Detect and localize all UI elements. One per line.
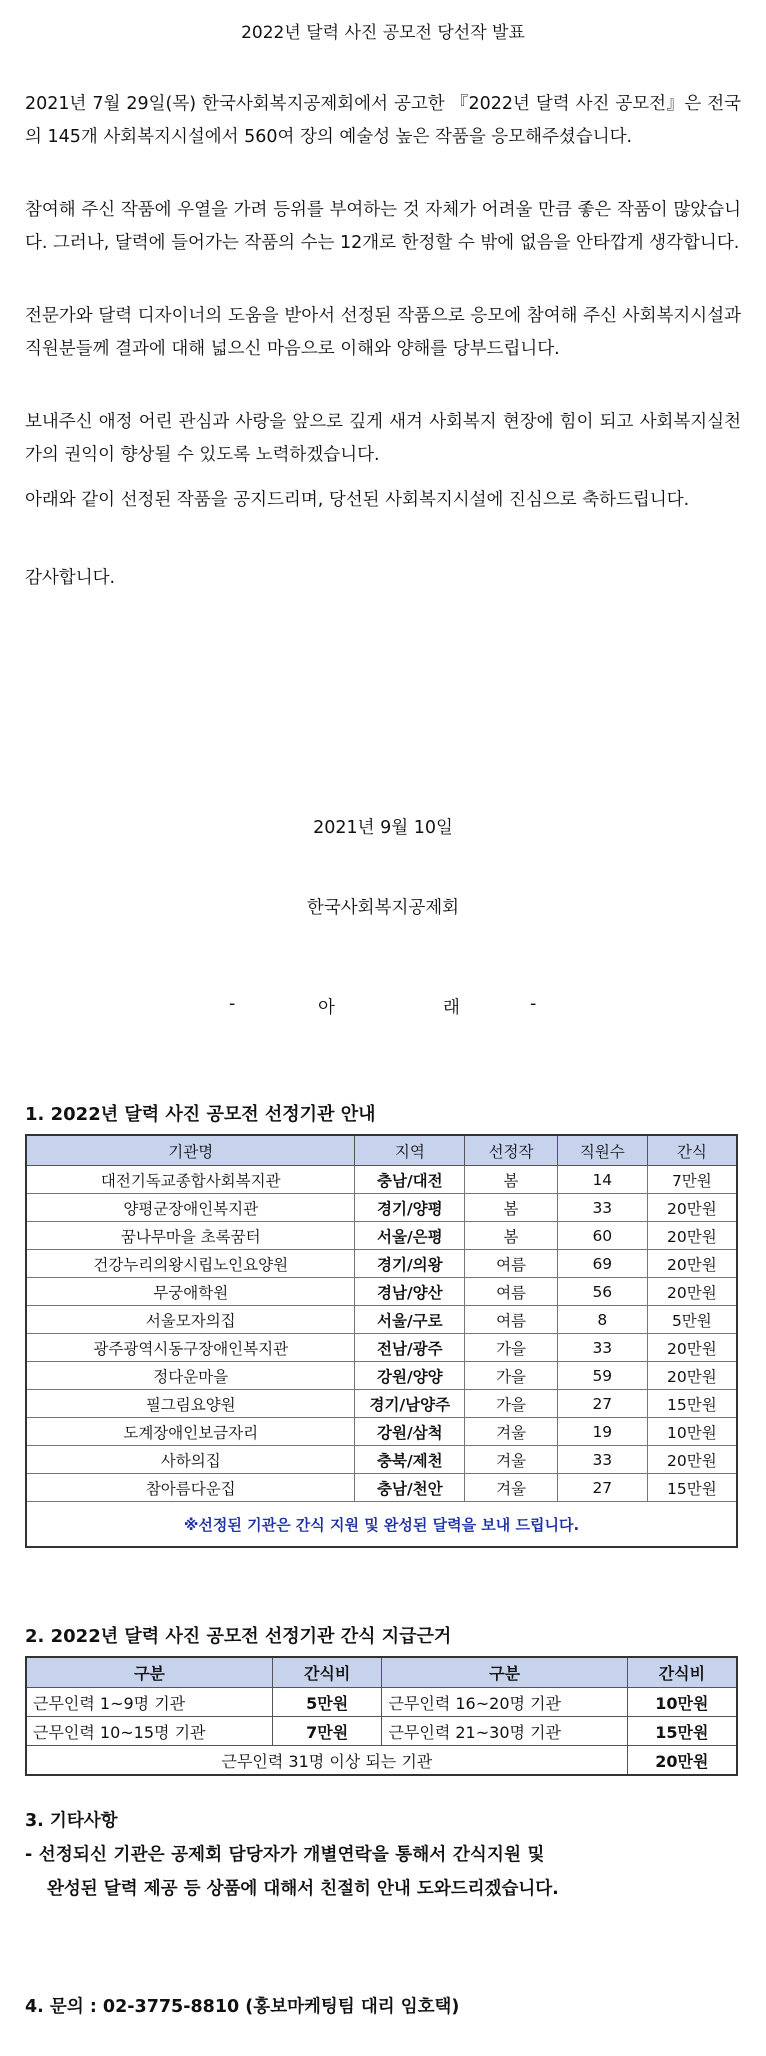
section-3-line-1: - 선정되신 기관은 공제회 담당자가 개별연락을 통해서 간식지원 및 — [25, 1845, 545, 1865]
season-cell: 봄 — [465, 1194, 558, 1222]
table-row — [26, 1390, 737, 1418]
snack-cell: 15만원 — [647, 1474, 737, 1502]
paragraph-5: 아래와 같이 선정된 작품을 공지드리며, 당선된 사회복지시설에 진심으로 축하드립니다. — [25, 490, 690, 510]
institution-cell: 필그림요양원 — [26, 1390, 355, 1418]
table-row — [26, 1278, 737, 1306]
staff-cell: 33 — [557, 1334, 647, 1362]
season-cell: 여름 — [465, 1250, 558, 1278]
snack-cell: 20만원 — [647, 1278, 737, 1306]
basis-header-amount-1: 간식비 — [272, 1657, 382, 1688]
staff-cell: 59 — [557, 1362, 647, 1390]
institution-cell: 무궁애학원 — [26, 1278, 355, 1306]
basis-last-row — [26, 1746, 737, 1776]
basis-amount-cell: 5만원 — [272, 1688, 382, 1717]
region-cell: 충남/대전 — [355, 1166, 465, 1194]
snack-cell: 20만원 — [647, 1446, 737, 1474]
staff-cell: 60 — [557, 1222, 647, 1250]
snack-cell: 20만원 — [647, 1250, 737, 1278]
institution-cell: 광주광역시동구장애인복지관 — [26, 1334, 355, 1362]
staff-cell: 33 — [557, 1446, 647, 1474]
table-row — [26, 1362, 737, 1390]
section-4-contact: 4. 문의 : 02-3775-8810 (홍보마케팅팀 대리 임호택) — [25, 1997, 460, 2017]
basis-category-cell: 근무인력 21~30명 기관 — [382, 1717, 627, 1746]
snack-cell: 20만원 — [647, 1334, 737, 1362]
institution-cell: 서울모자의집 — [26, 1306, 355, 1334]
table-row — [26, 1306, 737, 1334]
institution-cell: 양평군장애인복지관 — [26, 1194, 355, 1222]
season-cell: 가을 — [465, 1334, 558, 1362]
region-cell: 강원/양양 — [355, 1362, 465, 1390]
table-row — [26, 1194, 737, 1222]
arae-dash-left: - — [229, 994, 236, 1014]
institution-cell: 대전기독교종합사회복지관 — [26, 1166, 355, 1194]
season-cell: 겨울 — [465, 1474, 558, 1502]
snack-basis-table — [25, 1656, 738, 1776]
basis-amount-cell: 7만원 — [272, 1717, 382, 1746]
staff-cell: 8 — [557, 1306, 647, 1334]
page-title: 2022년 달력 사진 공모전 당선작 발표 — [241, 23, 525, 43]
region-cell: 경기/의왕 — [355, 1250, 465, 1278]
snack-cell: 7만원 — [647, 1166, 737, 1194]
institution-cell: 사하의집 — [26, 1446, 355, 1474]
institution-cell: 정다운마을 — [26, 1362, 355, 1390]
region-cell: 충남/천안 — [355, 1474, 465, 1502]
snack-cell: 15만원 — [647, 1390, 737, 1418]
arae-dash-right: - — [530, 994, 537, 1014]
staff-cell: 69 — [557, 1250, 647, 1278]
basis-amount-cell: 10만원 — [627, 1688, 737, 1717]
basis-last-label: 근무인력 31명 이상 되는 기관 — [26, 1746, 627, 1776]
region-cell: 경기/남양주 — [355, 1390, 465, 1418]
staff-cell: 14 — [557, 1166, 647, 1194]
table-row — [26, 1222, 737, 1250]
basis-category-cell: 근무인력 10~15명 기관 — [26, 1717, 272, 1746]
season-cell: 여름 — [465, 1306, 558, 1334]
institution-cell: 도계장애인보금자리 — [26, 1418, 355, 1446]
basis-header-category-1: 구분 — [26, 1657, 272, 1688]
basis-amount-cell: 15만원 — [627, 1717, 737, 1746]
table-row — [26, 1334, 737, 1362]
basis-last-amount: 20만원 — [627, 1746, 737, 1776]
season-cell: 봄 — [465, 1166, 558, 1194]
table-row — [26, 1418, 737, 1446]
staff-cell: 33 — [557, 1194, 647, 1222]
paragraph-4: 보내주신 애정 어린 관심과 사랑을 앞으로 깊게 새겨 사회복지 현장에 힘이 되고 사회복지실천가의 권익이 향상될 수 있도록 노력하겠습니다. — [25, 412, 741, 465]
staff-cell: 19 — [557, 1418, 647, 1446]
header-season: 선정작 — [465, 1135, 558, 1166]
paragraph-1: 2021년 7월 29일(목) 한국사회복지공제회에서 공고한 『2022년 달력 사진 공모전』은 전국의 145개 사회복지시설에서 560여 장의 예술성 높은 작품을 응모해주셨습니다. — [25, 94, 741, 147]
announcement-date: 2021년 9월 10일 — [313, 818, 453, 838]
region-cell: 경남/양산 — [355, 1278, 465, 1306]
basis-row — [26, 1688, 737, 1717]
paragraph-6: 감사합니다. — [25, 568, 116, 588]
institution-cell: 건강누리의왕시립노인요양원 — [26, 1250, 355, 1278]
table-row — [26, 1250, 737, 1278]
snack-cell: 20만원 — [647, 1222, 737, 1250]
region-cell: 강원/삼척 — [355, 1418, 465, 1446]
table-row — [26, 1474, 737, 1502]
table-note-row — [26, 1502, 737, 1548]
staff-cell: 27 — [557, 1474, 647, 1502]
section-2-heading: 2. 2022년 달력 사진 공모전 선정기관 간식 지급근거 — [25, 1626, 452, 1647]
section-3-line-2: 완성된 달력 제공 등 상품에 대해서 친절히 안내 도와드리겠습니다. — [47, 1879, 559, 1899]
region-cell: 서울/은평 — [355, 1222, 465, 1250]
season-cell: 겨울 — [465, 1446, 558, 1474]
paragraph-3: 전문가와 달력 디자이너의 도움을 받아서 선정된 작품으로 응모에 참여해 주신 사회복지시설과 직원분들께 결과에 대해 넓으신 마음으로 이해와 양해를 당부드립니다. — [25, 306, 741, 359]
section-3-heading: 3. 기타사항 — [25, 1811, 118, 1831]
arae-char-a: 아 — [318, 998, 335, 1018]
staff-cell: 56 — [557, 1278, 647, 1306]
header-snack: 간식 — [647, 1135, 737, 1166]
table-row — [26, 1166, 737, 1194]
region-cell: 전남/광주 — [355, 1334, 465, 1362]
selected-institutions-table — [25, 1134, 738, 1548]
institution-cell: 꿈나무마을 초록꿈터 — [26, 1222, 355, 1250]
table-note: ※선정된 기관은 간식 지원 및 완성된 달력을 보내 드립니다. — [26, 1502, 737, 1548]
region-cell: 서울/구로 — [355, 1306, 465, 1334]
snack-cell: 5만원 — [647, 1306, 737, 1334]
snack-cell: 20만원 — [647, 1362, 737, 1390]
institution-cell: 참아름다운집 — [26, 1474, 355, 1502]
paragraph-2: 참여해 주신 작품에 우열을 가려 등위를 부여하는 것 자체가 어려울 만큼 좋은 작품이 많았습니다. 그러나, 달력에 들어가는 작품의 수는 12개로 한정할 수 밖에 없음을 안타깝게 생각합니다. — [25, 200, 741, 253]
table-header-row — [26, 1135, 737, 1166]
header-institution: 기관명 — [26, 1135, 355, 1166]
snack-cell: 10만원 — [647, 1418, 737, 1446]
arae-char-rae: 래 — [443, 998, 460, 1018]
section-1-heading: 1. 2022년 달력 사진 공모전 선정기관 안내 — [25, 1104, 376, 1125]
season-cell: 봄 — [465, 1222, 558, 1250]
snack-cell: 20만원 — [647, 1194, 737, 1222]
header-staff: 직원수 — [557, 1135, 647, 1166]
basis-category-cell: 근무인력 1~9명 기관 — [26, 1688, 272, 1717]
staff-cell: 27 — [557, 1390, 647, 1418]
season-cell: 가을 — [465, 1390, 558, 1418]
basis-header-amount-2: 간식비 — [627, 1657, 737, 1688]
basis-header-row — [26, 1657, 737, 1688]
header-region: 지역 — [355, 1135, 465, 1166]
organization-name: 한국사회복지공제회 — [306, 898, 460, 918]
table-row — [26, 1446, 737, 1474]
season-cell: 겨울 — [465, 1418, 558, 1446]
region-cell: 충북/제천 — [355, 1446, 465, 1474]
basis-row — [26, 1717, 737, 1746]
basis-header-category-2: 구분 — [382, 1657, 627, 1688]
region-cell: 경기/양평 — [355, 1194, 465, 1222]
basis-category-cell: 근무인력 16~20명 기관 — [382, 1688, 627, 1717]
season-cell: 여름 — [465, 1278, 558, 1306]
season-cell: 가을 — [465, 1362, 558, 1390]
